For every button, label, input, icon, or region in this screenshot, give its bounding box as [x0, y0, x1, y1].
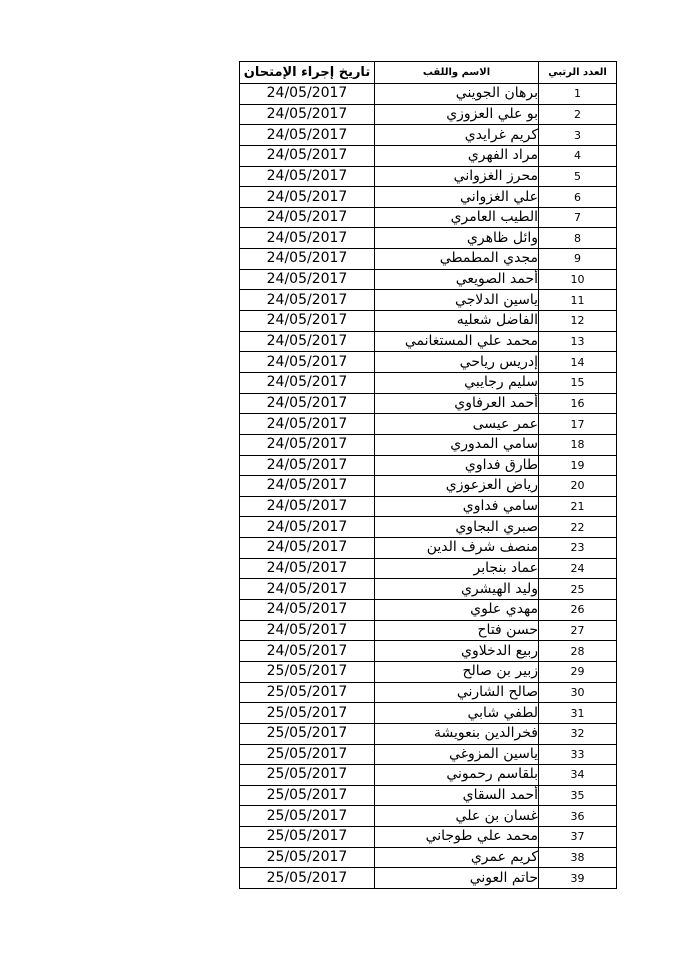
- row-date: 24/05/2017: [240, 125, 375, 146]
- row-number: 38: [539, 847, 617, 868]
- table-row: [240, 558, 617, 579]
- row-number: 14: [539, 352, 617, 373]
- row-name: منصف شرف الدين: [375, 538, 539, 559]
- row-number: 10: [539, 269, 617, 290]
- row-date: 25/05/2017: [240, 682, 375, 703]
- row-number: 4: [539, 145, 617, 166]
- row-number: 19: [539, 455, 617, 476]
- row-name: وليد الهيشري: [375, 579, 539, 600]
- row-number: 9: [539, 249, 617, 270]
- row-name: سليم رجايبي: [375, 372, 539, 393]
- table-row: [240, 682, 617, 703]
- row-number: 3: [539, 125, 617, 146]
- row-date: 24/05/2017: [240, 187, 375, 208]
- row-name: كريم غرايدي: [375, 125, 539, 146]
- row-number: 29: [539, 661, 617, 682]
- row-date: 24/05/2017: [240, 579, 375, 600]
- table-row: [240, 579, 617, 600]
- row-number: 12: [539, 311, 617, 332]
- row-number: 26: [539, 600, 617, 621]
- table-row: [240, 414, 617, 435]
- row-number: 21: [539, 496, 617, 517]
- table-row: [240, 455, 617, 476]
- row-date: 24/05/2017: [240, 166, 375, 187]
- row-name: فخرالدين بنعويشة: [375, 723, 539, 744]
- row-name: ياسين الدلاجي: [375, 290, 539, 311]
- table-row: [240, 125, 617, 146]
- table-row: [240, 806, 617, 827]
- table-row: [240, 620, 617, 641]
- table-row: [240, 744, 617, 765]
- row-number: 1: [539, 84, 617, 105]
- row-name: سامي فداوي: [375, 496, 539, 517]
- row-name: بو علي العزوزي: [375, 104, 539, 125]
- row-number: 23: [539, 538, 617, 559]
- table-row: [240, 187, 617, 208]
- row-date: 24/05/2017: [240, 269, 375, 290]
- table-row: [240, 600, 617, 621]
- row-name: ياسين المزوغي: [375, 744, 539, 765]
- row-date: 24/05/2017: [240, 641, 375, 662]
- row-number: 39: [539, 868, 617, 889]
- row-name: محمد علي المستغانمي: [375, 331, 539, 352]
- row-date: 24/05/2017: [240, 393, 375, 414]
- row-date: 24/05/2017: [240, 84, 375, 105]
- table-row: [240, 703, 617, 724]
- row-name: وائل ظاهري: [375, 228, 539, 249]
- row-number: 8: [539, 228, 617, 249]
- row-date: 24/05/2017: [240, 228, 375, 249]
- row-number: 5: [539, 166, 617, 187]
- row-name: أحمد الصويعي: [375, 269, 539, 290]
- row-number: 16: [539, 393, 617, 414]
- row-date: 24/05/2017: [240, 558, 375, 579]
- row-number: 25: [539, 579, 617, 600]
- table-row: [240, 641, 617, 662]
- row-date: 25/05/2017: [240, 868, 375, 889]
- table-row: [240, 166, 617, 187]
- row-number: 34: [539, 765, 617, 786]
- row-name: بلقاسم رحموني: [375, 765, 539, 786]
- table-row: [240, 785, 617, 806]
- row-name: محمد علي طوجاني: [375, 827, 539, 848]
- row-number: 33: [539, 744, 617, 765]
- row-date: 24/05/2017: [240, 496, 375, 517]
- table-row: [240, 393, 617, 414]
- table-row: [240, 517, 617, 538]
- row-number: 17: [539, 414, 617, 435]
- table-row: [240, 538, 617, 559]
- header-date: تاريخ إجراء الإمتحان: [240, 62, 375, 84]
- row-name: حسن فتاح: [375, 620, 539, 641]
- row-number: 28: [539, 641, 617, 662]
- row-number: 18: [539, 434, 617, 455]
- row-number: 6: [539, 187, 617, 208]
- row-name: الفاضل شعليه: [375, 311, 539, 332]
- row-name: مجدي المطمطي: [375, 249, 539, 270]
- row-number: 27: [539, 620, 617, 641]
- row-name: مراد الفهري: [375, 145, 539, 166]
- row-number: 15: [539, 372, 617, 393]
- row-number: 11: [539, 290, 617, 311]
- row-name: علي الغزواني: [375, 187, 539, 208]
- row-name: محرز الغزواني: [375, 166, 539, 187]
- row-name: حاتم العوني: [375, 868, 539, 889]
- row-date: 25/05/2017: [240, 661, 375, 682]
- row-date: 24/05/2017: [240, 434, 375, 455]
- row-date: 24/05/2017: [240, 476, 375, 497]
- row-date: 24/05/2017: [240, 290, 375, 311]
- row-date: 24/05/2017: [240, 620, 375, 641]
- table-row: [240, 723, 617, 744]
- row-number: 36: [539, 806, 617, 827]
- table-row: [240, 372, 617, 393]
- row-date: 24/05/2017: [240, 600, 375, 621]
- row-date: 25/05/2017: [240, 723, 375, 744]
- row-date: 25/05/2017: [240, 765, 375, 786]
- row-number: 37: [539, 827, 617, 848]
- table-row: [240, 249, 617, 270]
- table-row: [240, 290, 617, 311]
- row-number: 24: [539, 558, 617, 579]
- row-number: 13: [539, 331, 617, 352]
- row-date: 24/05/2017: [240, 352, 375, 373]
- row-date: 25/05/2017: [240, 785, 375, 806]
- table-row: [240, 269, 617, 290]
- row-date: 25/05/2017: [240, 806, 375, 827]
- row-date: 24/05/2017: [240, 331, 375, 352]
- row-date: 24/05/2017: [240, 517, 375, 538]
- row-date: 24/05/2017: [240, 538, 375, 559]
- row-date: 25/05/2017: [240, 827, 375, 848]
- row-date: 24/05/2017: [240, 145, 375, 166]
- row-name: صبري البجاوي: [375, 517, 539, 538]
- row-name: برهان الجويني: [375, 84, 539, 105]
- table-row: [240, 765, 617, 786]
- row-number: 30: [539, 682, 617, 703]
- table-row: [240, 847, 617, 868]
- row-number: 20: [539, 476, 617, 497]
- row-name: عماد بنجابر: [375, 558, 539, 579]
- row-name: زبير بن صالح: [375, 661, 539, 682]
- row-date: 24/05/2017: [240, 372, 375, 393]
- table-row: [240, 84, 617, 105]
- row-number: 31: [539, 703, 617, 724]
- candidates-table: [239, 61, 617, 889]
- row-date: 25/05/2017: [240, 847, 375, 868]
- row-number: 7: [539, 207, 617, 228]
- row-name: غسان بن علي: [375, 806, 539, 827]
- row-number: 22: [539, 517, 617, 538]
- row-name: رياض العزعوزي: [375, 476, 539, 497]
- row-name: إدريس رياحي: [375, 352, 539, 373]
- table-row: [240, 207, 617, 228]
- row-name: ربيع الدخلاوي: [375, 641, 539, 662]
- row-date: 24/05/2017: [240, 104, 375, 125]
- row-date: 24/05/2017: [240, 455, 375, 476]
- row-name: أحمد العرفاوي: [375, 393, 539, 414]
- row-date: 25/05/2017: [240, 703, 375, 724]
- table-row: [240, 145, 617, 166]
- row-number: 35: [539, 785, 617, 806]
- table-row: [240, 868, 617, 889]
- table-row: [240, 476, 617, 497]
- table-row: [240, 827, 617, 848]
- header-row: [240, 62, 617, 84]
- header-number: العدد الرتبي: [539, 62, 617, 84]
- header-name: الاسم واللقب: [375, 62, 539, 84]
- row-name: الطيب العامري: [375, 207, 539, 228]
- table-row: [240, 331, 617, 352]
- row-date: 24/05/2017: [240, 249, 375, 270]
- row-name: لطفي شابي: [375, 703, 539, 724]
- row-date: 24/05/2017: [240, 311, 375, 332]
- row-name: مهدي علوي: [375, 600, 539, 621]
- table-row: [240, 352, 617, 373]
- row-number: 2: [539, 104, 617, 125]
- table-row: [240, 228, 617, 249]
- row-name: سامي المدوري: [375, 434, 539, 455]
- table-row: [240, 434, 617, 455]
- row-number: 32: [539, 723, 617, 744]
- row-name: كريم عمري: [375, 847, 539, 868]
- row-date: 25/05/2017: [240, 744, 375, 765]
- table-row: [240, 311, 617, 332]
- row-name: صالح الشارني: [375, 682, 539, 703]
- row-date: 24/05/2017: [240, 207, 375, 228]
- row-name: عمر عيسى: [375, 414, 539, 435]
- table-row: [240, 496, 617, 517]
- table-row: [240, 661, 617, 682]
- row-name: طارق فداوي: [375, 455, 539, 476]
- row-date: 24/05/2017: [240, 414, 375, 435]
- row-name: أحمد السقاي: [375, 785, 539, 806]
- table-row: [240, 104, 617, 125]
